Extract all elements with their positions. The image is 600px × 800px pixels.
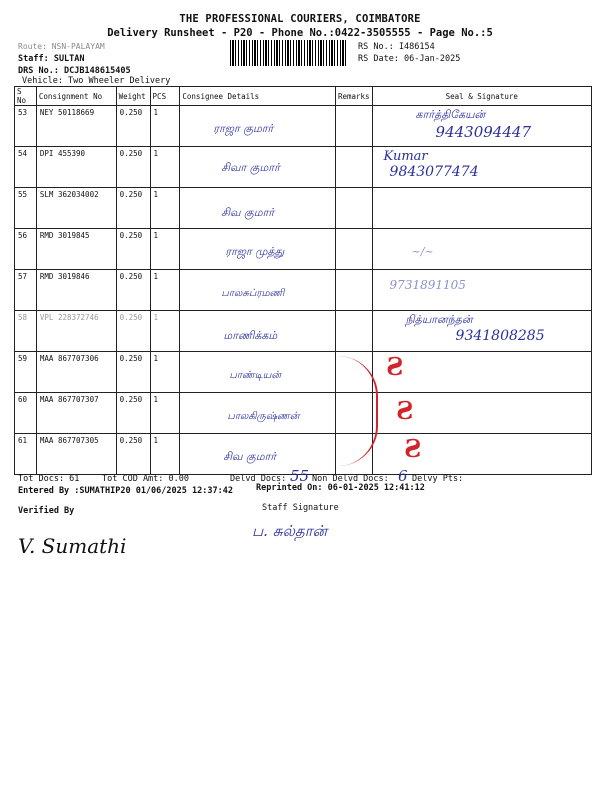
consignee-handwriting: பாண்டியன் [229,370,282,381]
row-pcs: 1 [150,434,180,475]
table-row [15,147,592,188]
row-consignment: SLM 362034002 [36,188,116,229]
row-consignee [180,147,336,188]
table-row [15,106,592,147]
seal-phone: 9341808285 [455,328,545,344]
non-delivered-handwritten: 6 [398,467,408,485]
row-weight: 0.250 [116,147,150,188]
staff-signature: ப. சுல்தான் [252,522,328,540]
barcode [230,40,348,66]
route-label: Route: NSN-PALAYAM [18,42,105,51]
col-sno: S No [15,87,37,106]
row-consignee [180,106,336,147]
consignee-handwriting: ராஜா முத்து [225,245,285,258]
rs-date: RS Date: 06-Jan-2025 [358,54,461,64]
row-sno: 61 [15,434,37,475]
runsheet-table [14,86,592,475]
col-pcs: PCS [150,87,180,106]
row-consignment: MAA 867707307 [36,393,116,434]
vehicle-label: Vehicle: Two Wheeler Delivery [22,76,171,86]
non-delivered-docs-label: Non Delvd Docs: [312,474,389,484]
page-title: THE PROFESSIONAL COURIERS, COIMBATORE [179,13,421,25]
reprinted-on: Reprinted On: 06-01-2025 12:41:12 [256,483,425,493]
row-seal [372,352,591,393]
row-consignee [180,311,336,352]
row-consignment: NEY 50118669 [36,106,116,147]
row-pcs: 1 [150,270,180,311]
row-seal [372,106,591,147]
row-seal [372,270,591,311]
consignee-handwriting: பாலகிருஷ்ணன் [227,411,300,422]
row-seal [372,229,591,270]
seal-signature: Kumar [383,149,428,164]
total-cod-amount: Tot COD Amt: 0.00 [102,474,189,484]
row-seal [372,311,591,352]
row-remarks [335,147,372,188]
consignee-handwriting: ராஜா குமார் [213,122,274,135]
table-row [15,393,592,434]
row-weight: 0.250 [116,270,150,311]
delivered-docs-handwritten: 55 [290,467,310,485]
delivered-mark-59: Ƨ [386,352,404,381]
delivered-mark-61: Ƨ [404,434,422,463]
row-seal [372,147,591,188]
table-row [15,229,592,270]
row-sno: 54 [15,147,37,188]
verified-signature: V. Sumathi [18,534,127,558]
row-consignment: DPI 455390 [36,147,116,188]
row-sno: 58 [15,311,37,352]
row-pcs: 1 [150,352,180,393]
seal-phone: 9443094447 [435,123,531,141]
col-remarks: Remarks [335,87,372,106]
col-consignment: Consignment No [36,87,116,106]
rs-number: RS No.: I486154 [358,42,435,52]
row-consignment: VPL 228372746 [36,311,116,352]
row-consignment: RMD 3019846 [36,270,116,311]
drs-number: DRS No.: DCJB148615405 [18,66,131,76]
col-seal: Seal & Signature [372,87,591,106]
row-seal [372,188,591,229]
row-sno: 56 [15,229,37,270]
row-sno: 60 [15,393,37,434]
seal-signature: ~/~ [411,245,434,258]
row-weight: 0.250 [116,352,150,393]
delivered-mark-60: Ƨ [396,396,414,425]
row-consignment: MAA 867707305 [36,434,116,475]
total-docs: Tot Docs: 61 [18,474,80,484]
seal-signature: நித்யானந்தன் [405,313,473,326]
table-row [15,311,592,352]
row-remarks [335,188,372,229]
row-consignee [180,270,336,311]
entered-by: Entered By :SUMATHIP20 01/06/2025 12:37:42 [18,486,233,496]
consignee-handwriting: சிவ குமார் [221,206,275,219]
row-sno: 55 [15,188,37,229]
row-consignee [180,229,336,270]
row-sno: 53 [15,106,37,147]
col-weight: Weight [116,87,150,106]
table-row [15,188,592,229]
staff-signature-label: Staff Signature [262,503,339,513]
row-consignee [180,188,336,229]
row-pcs: 1 [150,147,180,188]
consignee-handwriting: மாணிக்கம் [223,329,278,342]
table-header-row [15,87,592,106]
row-weight: 0.250 [116,229,150,270]
row-pcs: 1 [150,311,180,352]
row-consignment: MAA 867707306 [36,352,116,393]
row-weight: 0.250 [116,106,150,147]
seal-phone: 9843077474 [389,164,479,180]
row-pcs: 1 [150,106,180,147]
row-remarks [335,106,372,147]
row-remarks [335,270,372,311]
verified-by-label: Verified By [18,506,75,516]
row-weight: 0.250 [116,434,150,475]
delivery-points-label: Delvy Pts: [412,474,464,484]
row-remarks [335,311,372,352]
table-row [15,352,592,393]
row-remarks [335,229,372,270]
row-weight: 0.250 [116,188,150,229]
row-consignment: RMD 3019845 [36,229,116,270]
delivered-docs-label: Delvd Docs: [230,474,287,484]
row-sno: 57 [15,270,37,311]
consignee-handwriting: பாலசுப்ரமணி [221,288,285,299]
row-consignee [180,393,336,434]
staff-label: Staff: SULTAN [18,54,85,64]
table-row [15,270,592,311]
seal-phone: 9731891105 [389,278,466,292]
row-consignee [180,352,336,393]
row-pcs: 1 [150,393,180,434]
col-consignee: Consignee Details [180,87,336,106]
row-pcs: 1 [150,229,180,270]
consignee-handwriting: சிவா குமார் [221,161,280,174]
row-sno: 59 [15,352,37,393]
row-weight: 0.250 [116,393,150,434]
row-pcs: 1 [150,188,180,229]
seal-signature: கார்த்திகேயன் [415,108,486,121]
row-consignee [180,434,336,475]
row-weight: 0.250 [116,311,150,352]
page-subtitle: Delivery Runsheet - P20 - Phone No.:0422-3505555 - Page No.:5 [107,27,493,39]
consignee-handwriting: சிவ குமார் [223,450,277,463]
